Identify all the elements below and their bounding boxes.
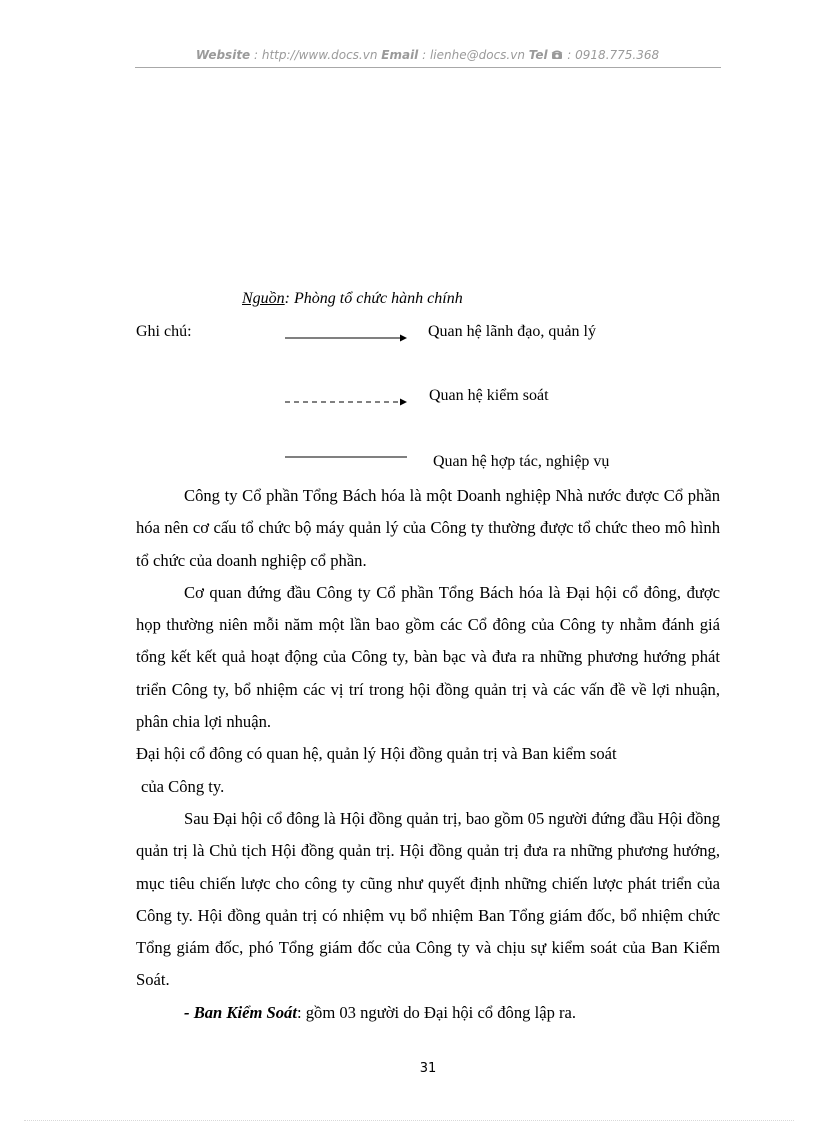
paragraph-4: Sau Đại hội cổ đông là Hội đồng quản trị, bao gồm 05 người đứng đầu Hội đồng quản trị là Chủ tịch Hội đồng quản trị. Hội đồng quản trị đưa ra những phương hướng, mục tiêu chiến lược cho công ty cũng như quyết định những chiến lược phát triển của Công ty. Hội đồng quản trị có nhiệm vụ bổ nhiệm Ban Tổng giám đốc, bổ nhiệm chức Tổng giám đốc, phó Tổng giám đốc của Công ty và chịu sự kiểm soát của Ban Kiểm Soát. [136,808,720,990]
website-value: : http://www.docs.vn [250,48,382,62]
bullet-text: : gồm 03 người do Đại hội cổ đông lập ra. [296,1002,577,1022]
bullet-term: Ban Kiểm Soát [193,1002,297,1022]
solid-arrow-line [285,333,407,343]
solid-line [285,452,407,462]
legend-item-control: Quan hệ kiểm soát [429,387,549,404]
page-number: 31 [419,1061,437,1076]
paragraph-2: Cơ quan đứng đầu Công ty Cổ phần Tổng Bách hóa là Đại hội cổ đông, được họp thường niên mỗi năm một lần bao gồm các Cổ đông của Công ty nhằm đánh giá tổng kết kết quả hoạt động của Công ty, bàn bạc và đưa ra những phương hướng phát triển Công ty, bổ nhiệm các vị trí trong hội đồng quản trị và các vấn đề về lợi nhuận, phân chia lợi nhuận. [136,582,720,732]
legend-item-cooperation: Quan hệ hợp tác, nghiệp vụ [433,453,610,470]
source-value: : Phòng tổ chức hành chính [284,290,463,307]
email-label: Email [381,48,419,62]
header-divider [135,67,721,68]
source-label: Nguồn [242,290,285,307]
paragraph-3-continuation: của Công ty. [141,776,225,796]
source-note [242,290,463,308]
legend-item-leadership: Quan hệ lãnh đạo, quản lý [428,323,596,340]
bullet-prefix: - [184,1002,194,1022]
tel-value: : 0918.775.368 [563,48,660,62]
legend-title: Ghi chú: [136,323,192,340]
body-text [136,480,720,1029]
tel-label: Tel [528,48,548,62]
paragraph-3: Đại hội cổ đông có quan hệ, quản lý Hội đồng quản trị và Ban kiểm soát [136,744,617,764]
email-value: : lienhe@docs.vn [418,48,529,62]
bullet-ban-kiem-soat [136,997,720,1029]
phone-icon [551,49,563,63]
paragraph-1: Công ty Cổ phần Tổng Bách hóa là một Doanh nghiệp Nhà nước được Cổ phần hóa nên cơ cấu tổ chức bộ máy quản lý của Công ty thường được tổ chức theo mô hình tổ chức của doanh nghiệp cổ phần. [136,486,720,570]
dashed-arrow-line [285,397,407,407]
page-header [135,48,720,63]
footer-divider [24,1120,794,1121]
website-label: Website [195,48,251,62]
